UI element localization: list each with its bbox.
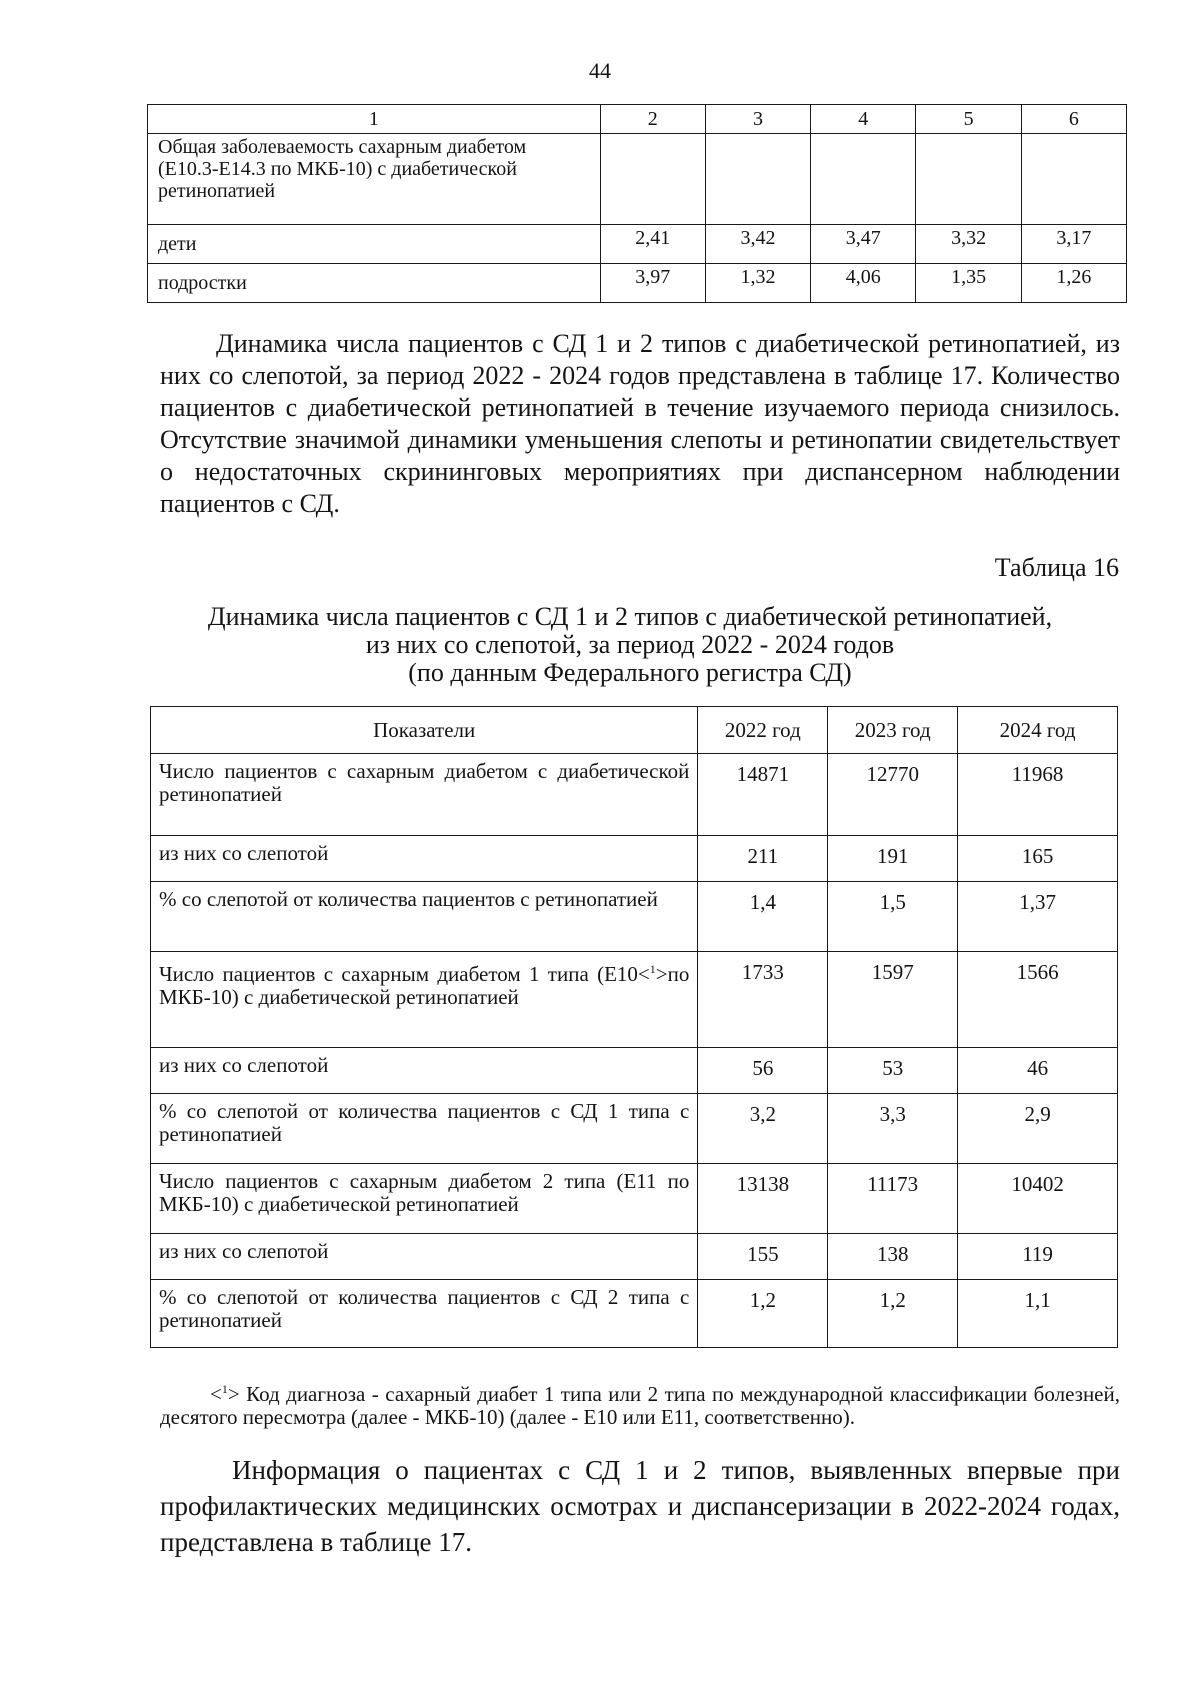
cell-value: 14871: [698, 754, 828, 836]
cell-value: 3,17: [1021, 225, 1126, 264]
column-header: 2024 год: [958, 707, 1118, 754]
cell-value: 1,5: [828, 882, 958, 952]
footnote: [160, 1378, 1120, 1429]
section-label: Общая заболеваемость сахарным диабетом (Е10.3-Е14.3 по МКБ-10) с диабетической ретинопатией: [148, 134, 601, 225]
cell-value: 1,37: [958, 882, 1118, 952]
row-label-text: >по МКБ-10) с диабетической ретинопатией: [159, 962, 690, 1009]
table-row: [151, 836, 1118, 882]
column-number: 5: [916, 105, 1021, 134]
column-number: 4: [811, 105, 916, 134]
cell-value: 13138: [698, 1164, 828, 1234]
cell-value: 1733: [698, 952, 828, 1048]
column-header: Показатели: [151, 707, 698, 754]
cell-value: 3,2: [698, 1094, 828, 1164]
footnote-marker-open: <: [210, 1382, 222, 1406]
row-label: % со слепотой от количества пациентов с ретинопатией: [151, 882, 698, 952]
section-row: [148, 134, 1127, 225]
table-title-line: (по данным Федерального регистра СД): [408, 658, 852, 687]
table-row: [148, 225, 1127, 264]
cell-value: 191: [828, 836, 958, 882]
table-row: [151, 1234, 1118, 1280]
cell-value: 56: [698, 1048, 828, 1094]
cell-value: 10402: [958, 1164, 1118, 1234]
row-label: Число пациентов с сахарным диабетом 2 типа (Е11 по МКБ-10) с диабетической ретинопатией: [151, 1164, 698, 1234]
cell-value: 1597: [828, 952, 958, 1048]
page-number: 44: [589, 58, 611, 83]
cell-value: 11968: [958, 754, 1118, 836]
cell-value: 11173: [828, 1164, 958, 1234]
table-row: [148, 264, 1127, 303]
row-label: % со слепотой от количества пациентов с СД 1 типа с ретинопатией: [151, 1094, 698, 1164]
cell-value: 1,32: [705, 264, 810, 303]
header-row: [151, 707, 1118, 754]
column-header: 2022 год: [698, 707, 828, 754]
footnote-text: Код диагноза - сахарный диабет 1 типа или 2 типа по международной классификации болезней, десятого пересмотра (далее - МКБ-10) (далее - Е10 или Е11, соответственно).: [160, 1382, 1120, 1429]
row-label: из них со слепотой: [151, 1234, 698, 1280]
row-label: подростки: [148, 264, 601, 303]
cell-value: 4,06: [811, 264, 916, 303]
row-label: Число пациентов с сахарным диабетом с диабетической ретинопатией: [151, 754, 698, 836]
cell-value: 2,9: [958, 1094, 1118, 1164]
table-title: [140, 603, 1120, 687]
table-row: [151, 1164, 1118, 1234]
cell-value: 3,47: [811, 225, 916, 264]
cell-value: 1,35: [916, 264, 1021, 303]
cell-value: 1,2: [828, 1280, 958, 1348]
table-row: [151, 952, 1118, 1048]
row-label: [151, 952, 698, 1048]
retinopathy-table: [150, 706, 1118, 1348]
row-label-text: Число пациентов с сахарным диабетом 1 типа (Е10<: [159, 962, 650, 986]
cell-value: 138: [828, 1234, 958, 1280]
column-number: 6: [1021, 105, 1126, 134]
body-paragraph: [160, 328, 1120, 520]
cell-value: 46: [958, 1048, 1118, 1094]
row-label: дети: [148, 225, 601, 264]
row-label: из них со слепотой: [151, 1048, 698, 1094]
table-row: [151, 882, 1118, 952]
cell-value: 211: [698, 836, 828, 882]
column-header: 2023 год: [828, 707, 958, 754]
footnote-number: 1: [221, 1382, 228, 1396]
cell-value: 1566: [958, 952, 1118, 1048]
cell-value: 2,41: [600, 225, 705, 264]
cell-value: 12770: [828, 754, 958, 836]
table-title-line: из них со слепотой, за период 2022 - 2024 годов: [365, 630, 895, 659]
cell-value: 53: [828, 1048, 958, 1094]
cell-value: 3,32: [916, 225, 1021, 264]
row-label: из них со слепотой: [151, 836, 698, 882]
table-row: [151, 1048, 1118, 1094]
cell-value: 119: [958, 1234, 1118, 1280]
paragraph-text: Информация о пациентах с СД 1 и 2 типов, выявленных впервые при профилактических медицинских осмотрах и диспансеризации в 2022-2024 годах, представлена в таблице 17.: [160, 1455, 1120, 1557]
cell-value: 1,1: [958, 1280, 1118, 1348]
column-number: 2: [600, 105, 705, 134]
body-paragraph: [160, 1452, 1120, 1560]
cell-value: 165: [958, 836, 1118, 882]
footnote-marker-close: >: [227, 1382, 240, 1406]
row-label: % со слепотой от количества пациентов с СД 2 типа с ретинопатией: [151, 1280, 698, 1348]
cell-value: 3,3: [828, 1094, 958, 1164]
table-row: [151, 754, 1118, 836]
cell-value: 155: [698, 1234, 828, 1280]
table-row: [151, 1094, 1118, 1164]
cell-value: 1,26: [1021, 264, 1126, 303]
cell-value: 1,2: [698, 1280, 828, 1348]
cell-value: 3,42: [705, 225, 810, 264]
paragraph-text: Динамика числа пациентов с СД 1 и 2 типов с диабетической ретинопатией, из них со слепотой, за период 2022 - 2024 годов представлена в таблице 17. Количество пациентов с диабетической ретинопатией в течение изучаемого периода снизилось. Отсутствие значимой динамики уменьшения слепоты и ретинопатии свидетельствует о недостаточных скрининговых мероприятиях при диспансерном наблюдении пациентов с СД.: [160, 329, 1120, 518]
table-label: Таблица 16: [994, 553, 1119, 582]
table-title-line: Динамика числа пациентов с СД 1 и 2 типов с диабетической ретинопатией,: [207, 602, 1053, 631]
cell-value: 3,97: [600, 264, 705, 303]
cell-value: 1,4: [698, 882, 828, 952]
table-row: [151, 1280, 1118, 1348]
footnote-ref: 1: [649, 962, 656, 976]
continuation-table: [147, 104, 1127, 303]
column-number: 3: [705, 105, 810, 134]
column-number: 1: [148, 105, 601, 134]
footnote-marker: [210, 1382, 240, 1406]
column-number-row: [148, 105, 1127, 134]
